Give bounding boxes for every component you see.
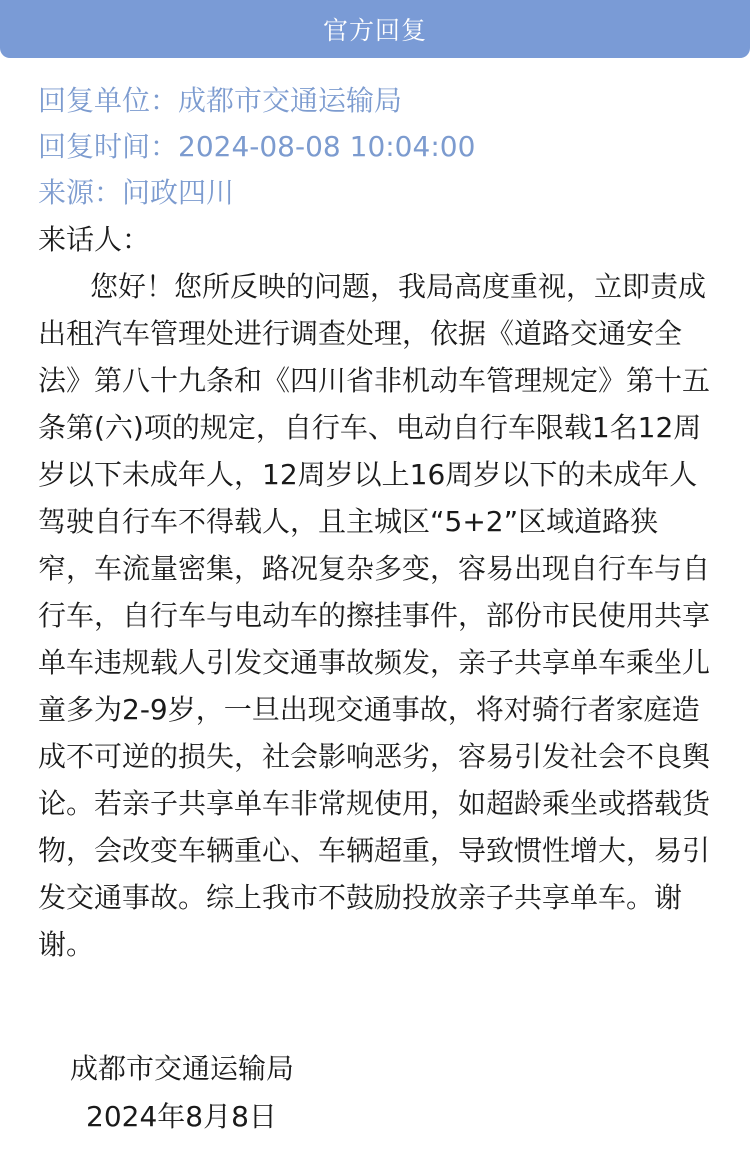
- signature-date: 2024年8月8日: [86, 1100, 277, 1133]
- reply-header: [0, 0, 750, 58]
- reply-unit: 回复单位：成都市交通运输局: [38, 84, 403, 117]
- header-title: 官方回复: [322, 16, 427, 45]
- signature-org: 成都市交通运输局: [70, 1052, 295, 1085]
- signature-block: [70, 1045, 294, 1141]
- reply-meta: [38, 78, 728, 216]
- reply-source: 来源：问政四川: [38, 176, 235, 209]
- reply-body: [38, 217, 710, 968]
- salutation: 来话人：: [38, 223, 151, 256]
- reply-time: 回复时间：2024-08-08 10:04:00: [38, 130, 476, 163]
- reply-content: 您好！您所反映的问题，我局高度重视，立即责成出租汽车管理处进行调查处理，依据《道路交通安全法》第八十九条和《四川省非机动车管理规定》第十五条第(六)项的规定，自行车、电动自行车限载1名12周岁以下未成年人，12周岁以上16周岁以下的未成年人驾驶自行车不得载人，且主城区“5+2”区域道路狭窄，车流量密集，路况复杂多变，容易出现自行车与自行车，自行车与电动车的擦挂事件，部份市民使用共享单车违规载人引发交通事故频发，亲子共享单车乘坐儿童多为2-9岁，一旦出现交通事故，将对骑行者家庭造成不可逆的损失，社会影响恶劣，容易引发社会不良舆论。若亲子共享单车非常规使用，如超龄乘坐或搭载货物，会改变车辆重心、车辆超重，导致惯性增大，易引发交通事故。综上我市不鼓励投放亲子共享单车。谢谢。: [38, 270, 711, 961]
